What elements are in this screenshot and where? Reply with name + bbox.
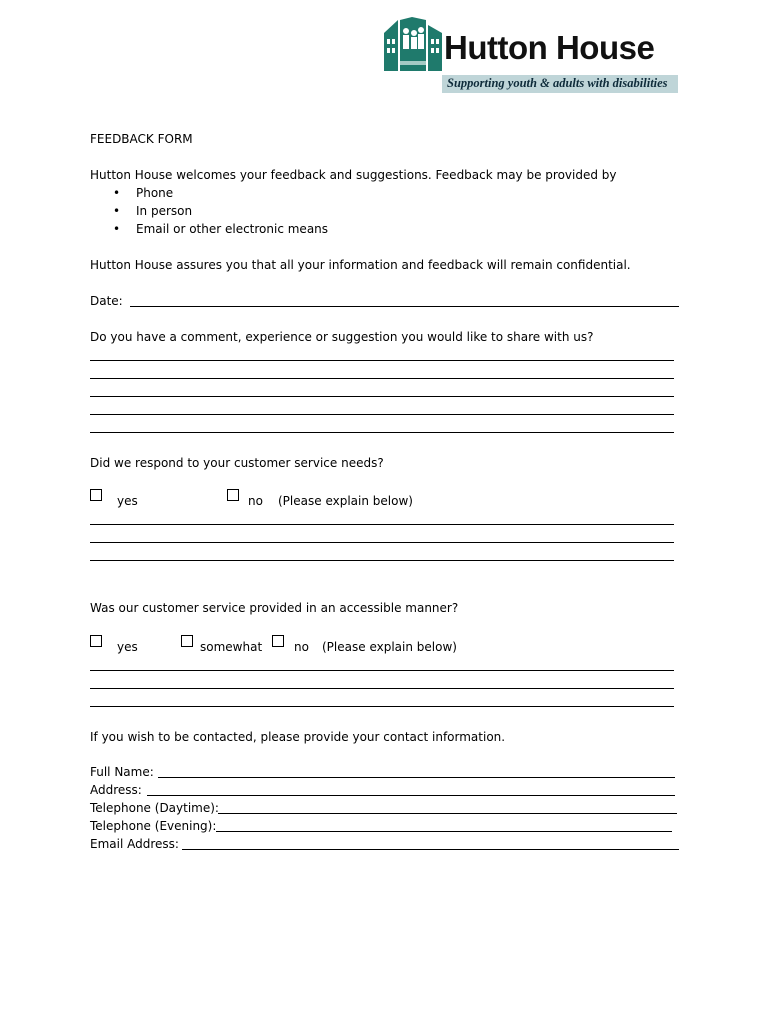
confidentiality-text: Hutton House assures you that all your information and feedback will remain confidential. [90,258,631,272]
bullet-icon: • [113,186,121,200]
telephone-evening-label: Telephone (Evening): [90,819,217,833]
method-item: In person [136,204,193,218]
comment-answer-line[interactable] [90,360,674,361]
logo-tagline: Supporting youth & adults with disabilities [447,76,668,90]
respond-explain-note: (Please explain below) [278,494,413,508]
accessible-yes-label: yes [117,640,138,654]
telephone-evening-field[interactable] [216,831,672,832]
address-field[interactable] [147,795,675,796]
email-address-field[interactable] [182,849,679,850]
accessible-answer-line[interactable] [90,670,674,671]
respond-yes-label: yes [117,494,138,508]
accessible-explain-note: (Please explain below) [322,640,457,654]
comment-answer-line[interactable] [90,414,674,415]
full-name-label: Full Name: [90,765,154,779]
address-label: Address: [90,783,142,797]
question-respond: Did we respond to your customer service needs? [90,456,384,470]
bullet-icon: • [113,204,121,218]
respond-yes-checkbox[interactable] [90,489,102,501]
telephone-daytime-field[interactable] [218,813,677,814]
email-address-label: Email Address: [90,837,179,851]
accessible-yes-checkbox[interactable] [90,635,102,647]
accessible-somewhat-checkbox[interactable] [181,635,193,647]
form-title: FEEDBACK FORM [90,132,193,146]
logo-name: Hutton House [444,29,655,66]
respond-no-label: no [248,494,263,508]
comment-answer-line[interactable] [90,378,674,379]
intro-text: Hutton House welcomes your feedback and suggestions. Feedback may be provided by [90,168,617,182]
comment-answer-line[interactable] [90,432,674,433]
date-field[interactable] [130,306,679,307]
telephone-daytime-label: Telephone (Daytime): [90,801,219,815]
accessible-answer-line[interactable] [90,706,674,707]
respond-answer-line[interactable] [90,542,674,543]
accessible-no-label: no [294,640,309,654]
accessible-answer-line[interactable] [90,688,674,689]
building-people-icon [384,17,442,71]
method-item: Phone [136,186,174,200]
bullet-icon: • [113,222,121,236]
full-name-field[interactable] [158,777,675,778]
comment-answer-line[interactable] [90,396,674,397]
respond-answer-line[interactable] [90,560,674,561]
respond-no-checkbox[interactable] [227,489,239,501]
contact-prompt: If you wish to be contacted, please provide your contact information. [90,730,506,744]
question-accessible: Was our customer service provided in an accessible manner? [90,601,459,615]
respond-answer-line[interactable] [90,524,674,525]
accessible-no-checkbox[interactable] [272,635,284,647]
question-comment: Do you have a comment, experience or suggestion you would like to share with us? [90,330,594,344]
date-label: Date: [90,294,123,308]
hutton-house-logo [384,17,680,95]
accessible-somewhat-label: somewhat [200,640,263,654]
method-item: Email or other electronic means [136,222,329,236]
